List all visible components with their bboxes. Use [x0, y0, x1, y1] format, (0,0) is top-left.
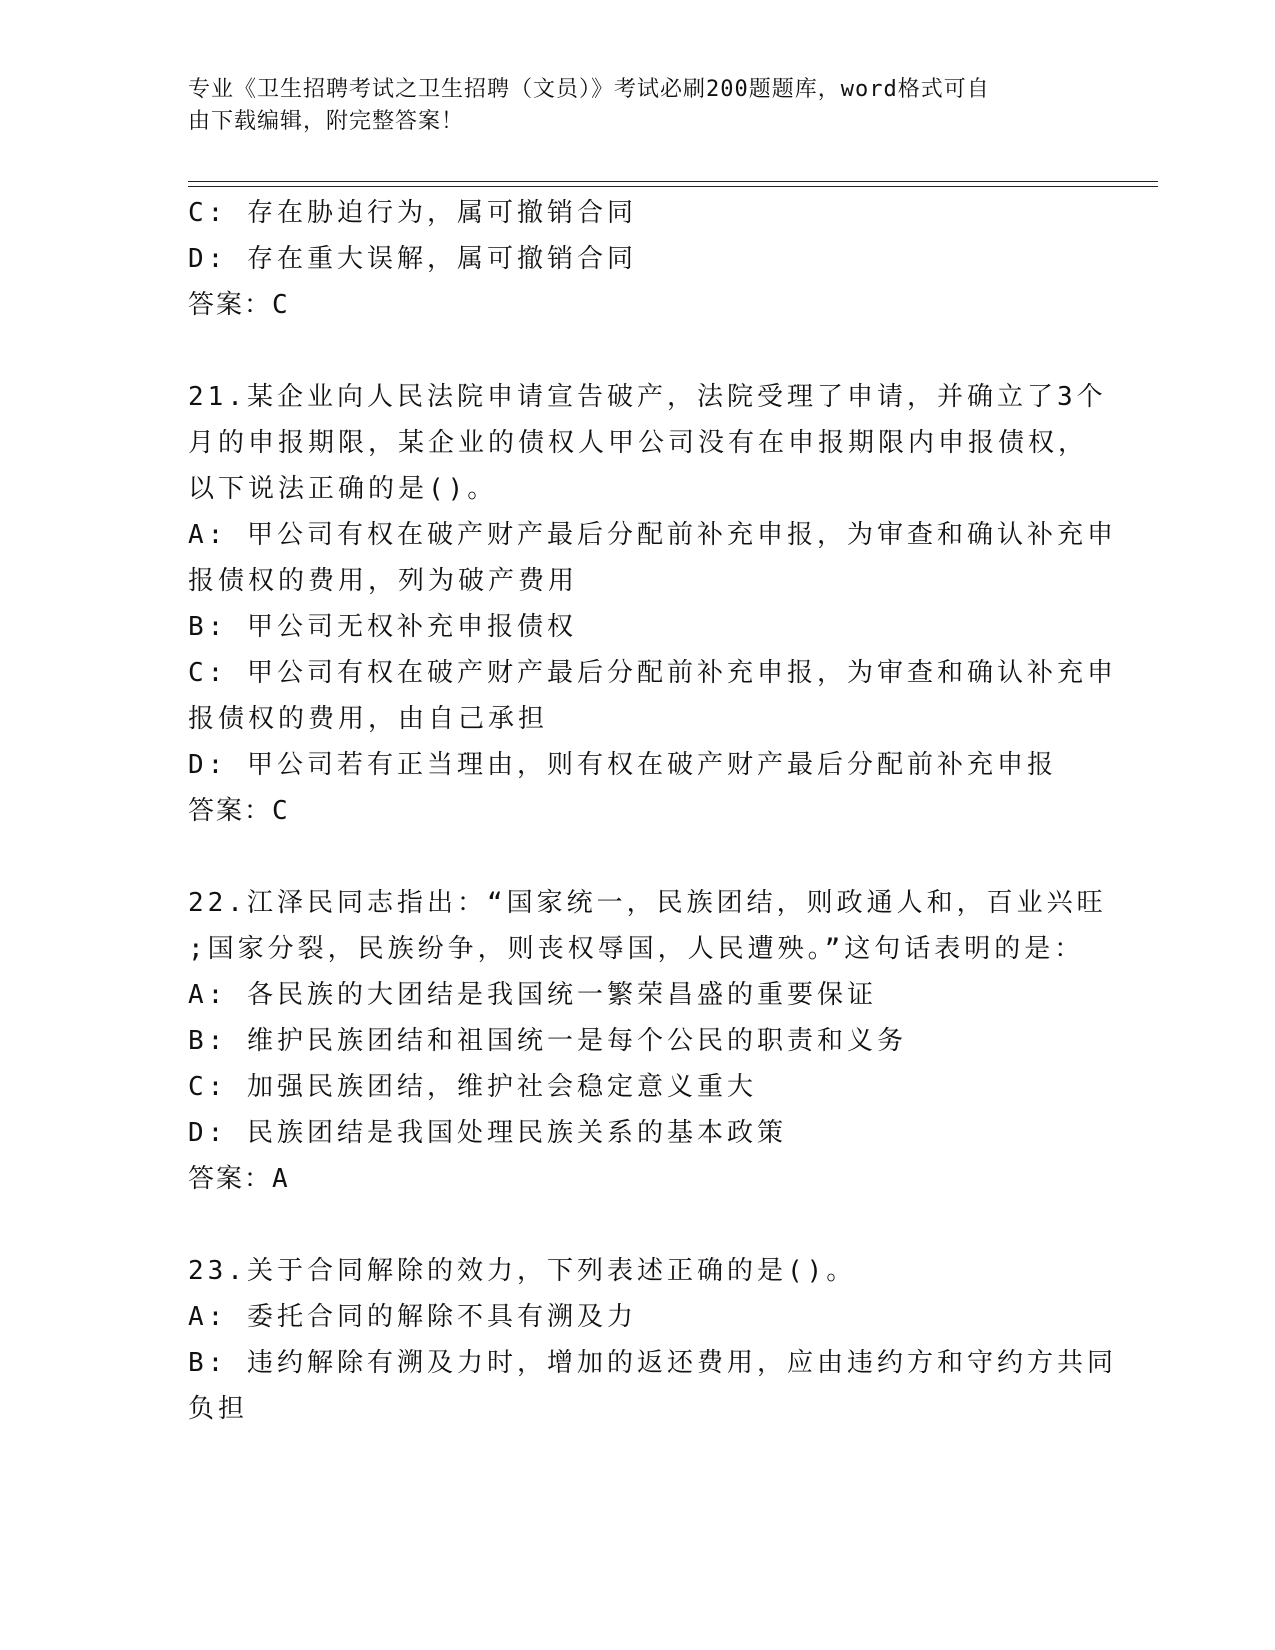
q23-option-b-line-2: 负担 — [188, 1394, 249, 1424]
q21-option-c-line-2: 报债权的费用，由自己承担 — [188, 704, 549, 734]
q22-option-d: D: 民族团结是我国处理民族关系的基本政策 — [188, 1118, 787, 1148]
q20-answer: 答案：C — [188, 290, 290, 320]
question-20-tail — [188, 190, 1088, 328]
question-23 — [188, 1248, 1117, 1432]
spacer — [188, 1202, 1088, 1248]
header-line-2: 由下载编辑，附完整答案！ — [188, 109, 465, 134]
q21-stem-line-2: 月的申报期限，某企业的债权人甲公司没有在申报期限内申报债权， — [188, 428, 1089, 458]
header-line-1: 专业《卫生招聘考试之卫生招聘（文员）》考试必刷200题题库，word格式可自 — [188, 77, 990, 102]
q22-answer: 答案：A — [188, 1164, 290, 1194]
q21-answer: 答案：C — [188, 796, 290, 826]
q22-stem-line-1: 22.江泽民同志指出：“国家统一，民族团结，则政通人和，百业兴旺 — [188, 888, 1107, 918]
q22-option-b: B: 维护民族团结和祖国统一是每个公民的职责和义务 — [188, 1026, 907, 1056]
q23-option-a: A: 委托合同的解除不具有溯及力 — [188, 1302, 637, 1332]
q22-stem-line-2: ;国家分裂，民族纷争，则丧权辱国，人民遭殃。”这句话表明的是： — [188, 934, 1085, 964]
q21-option-a-line-2: 报债权的费用，列为破产费用 — [188, 566, 579, 596]
q20-option-c: C: 存在胁迫行为，属可撤销合同 — [188, 198, 637, 228]
q21-option-b: B: 甲公司无权补充申报债权 — [188, 612, 577, 642]
q23-stem: 23.关于合同解除的效力，下列表述正确的是()。 — [188, 1256, 857, 1286]
header-divider-top — [188, 181, 1158, 182]
question-content — [188, 190, 1117, 1432]
header-divider-bottom — [188, 186, 1158, 187]
spacer — [188, 834, 1088, 880]
question-21 — [188, 374, 1117, 834]
document-header — [188, 74, 1088, 138]
q21-option-c-line-1: C: 甲公司有权在破产财产最后分配前补充申报，为审查和确认补充申 — [188, 658, 1117, 688]
q22-option-a: A: 各民族的大团结是我国统一繁荣昌盛的重要保证 — [188, 980, 877, 1010]
q20-option-d: D: 存在重大误解，属可撤销合同 — [188, 244, 637, 274]
q21-option-d: D: 甲公司若有正当理由，则有权在破产财产最后分配前补充申报 — [188, 750, 1057, 780]
q21-stem-line-3: 以下说法正确的是()。 — [188, 474, 498, 504]
question-22 — [188, 880, 1107, 1202]
q23-option-b-line-1: B: 违约解除有溯及力时，增加的返还费用，应由违约方和守约方共同 — [188, 1348, 1117, 1378]
q21-stem-line-1: 21.某企业向人民法院申请宣告破产，法院受理了申请，并确立了3个 — [188, 382, 1107, 412]
q21-option-a-line-1: A: 甲公司有权在破产财产最后分配前补充申报，为审查和确认补充申 — [188, 520, 1117, 550]
spacer — [188, 328, 1088, 374]
q22-option-c: C: 加强民族团结，维护社会稳定意义重大 — [188, 1072, 757, 1102]
